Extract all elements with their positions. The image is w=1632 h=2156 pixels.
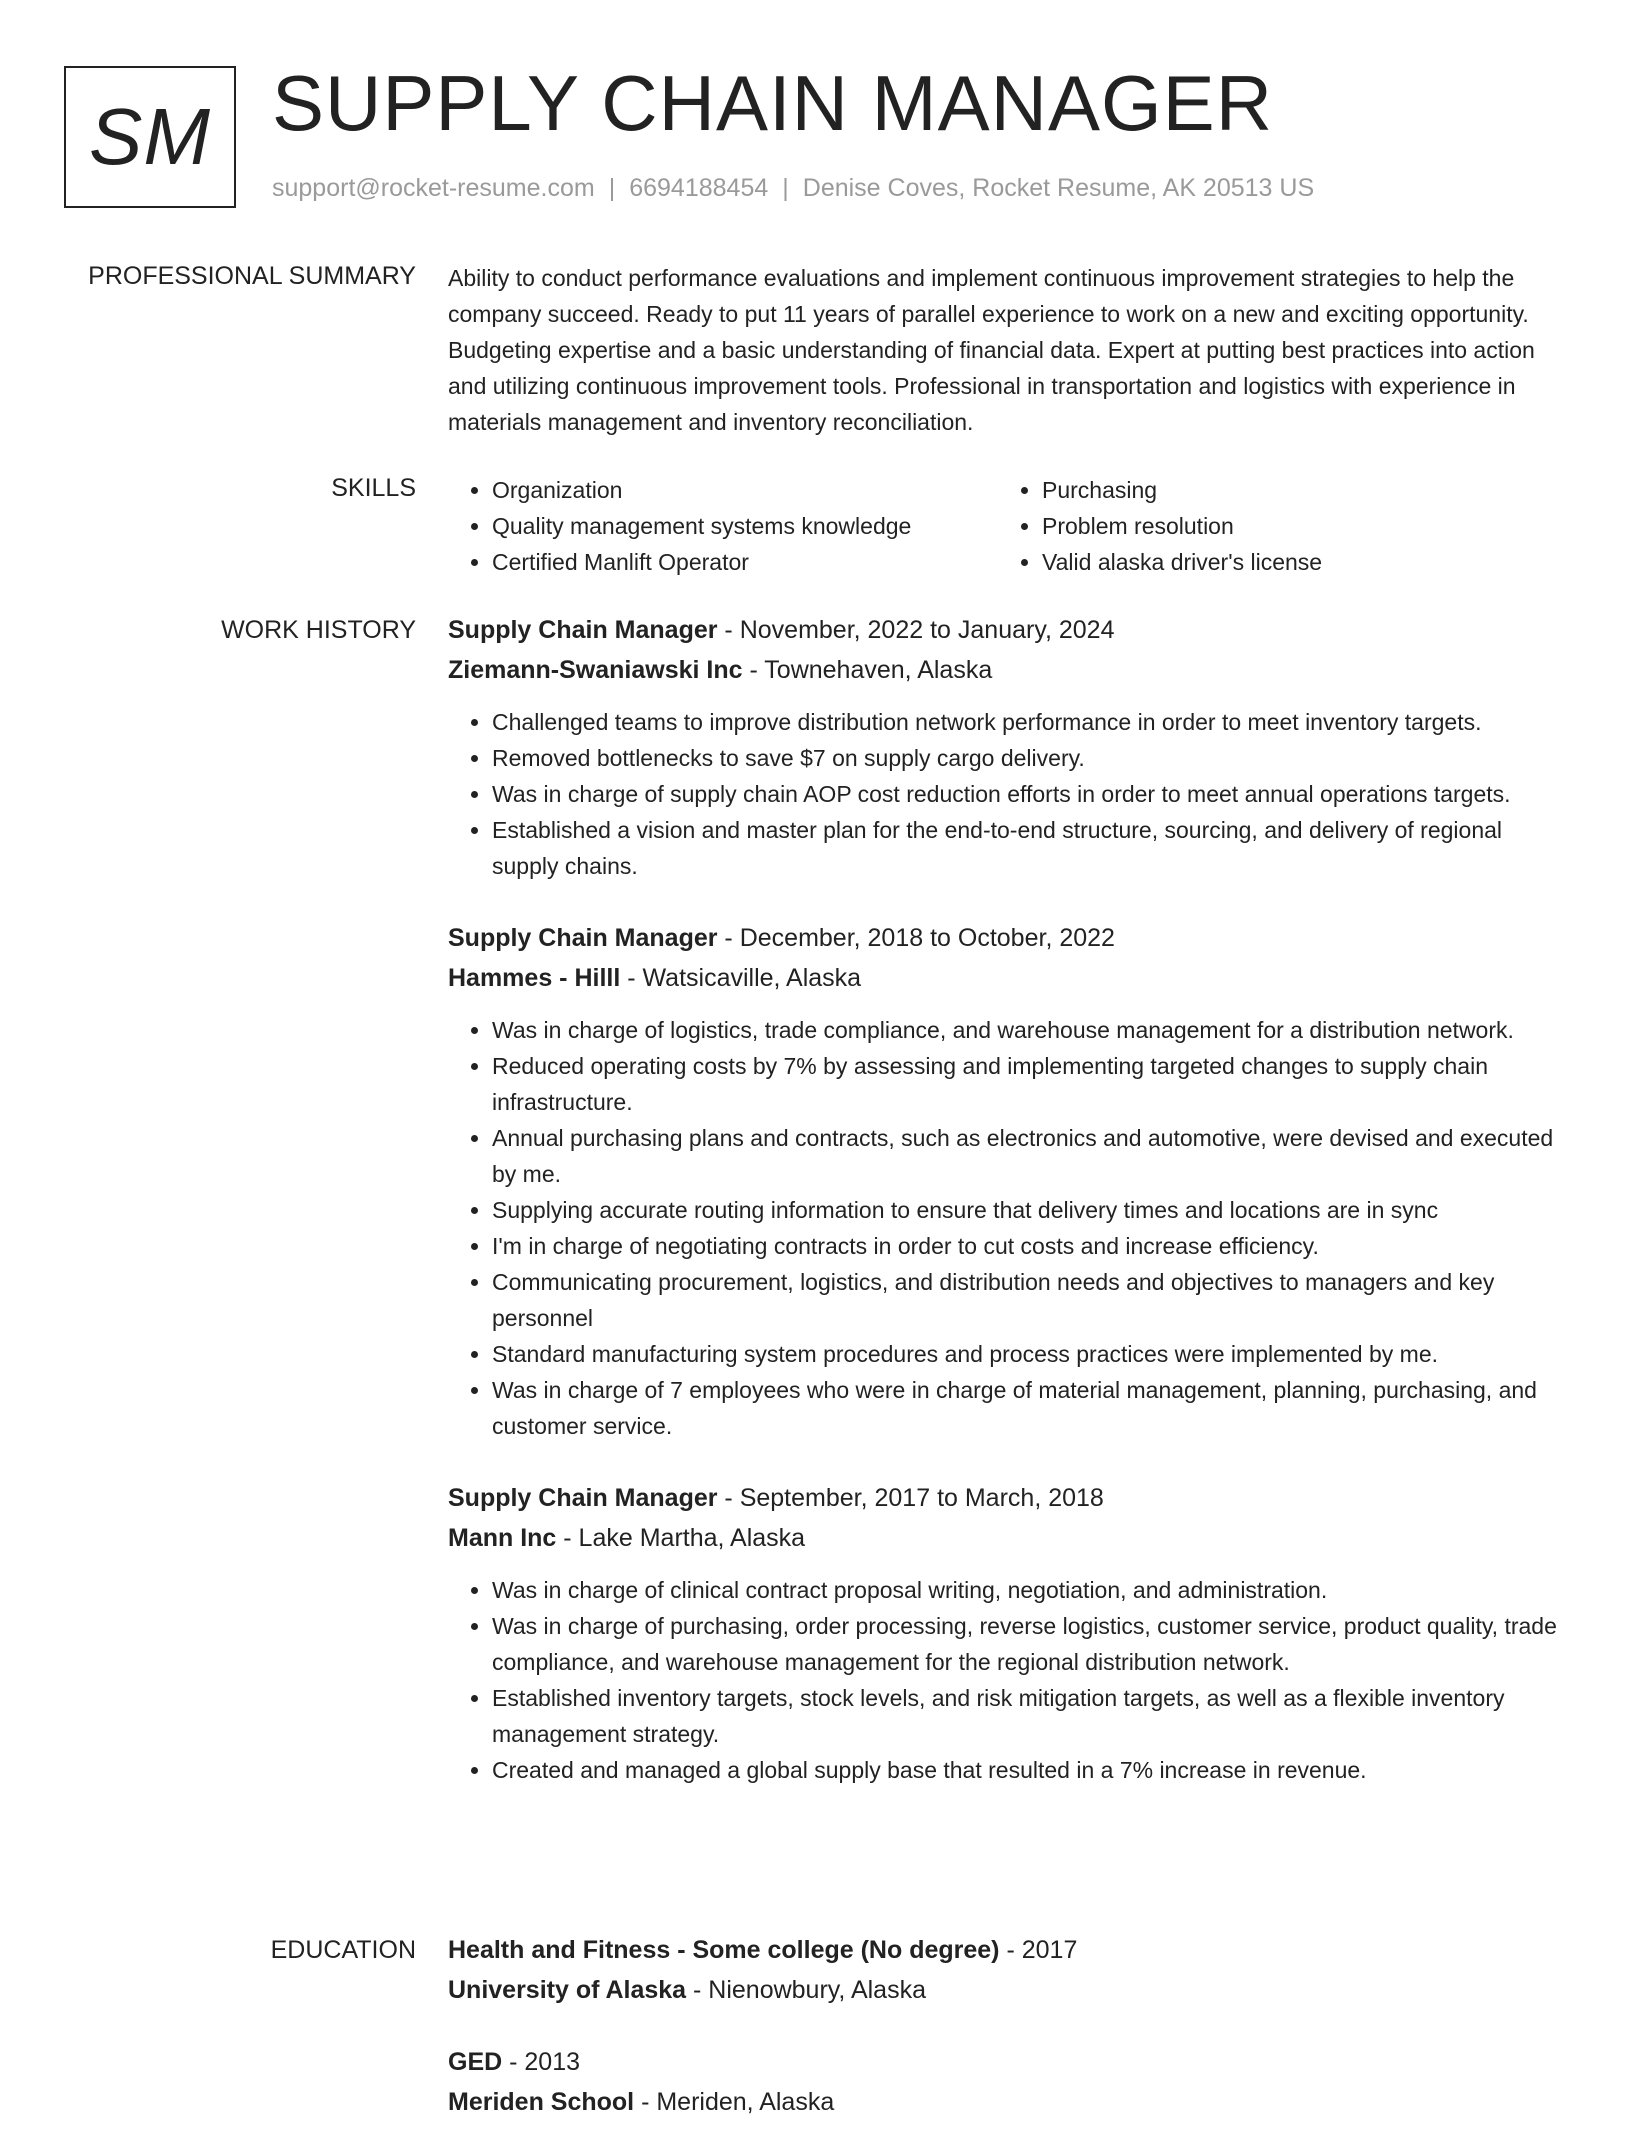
contact-separator: |: [782, 174, 789, 202]
job-company: Hammes - Hilll: [448, 964, 621, 992]
job-location: - Watsicaville, Alaska: [620, 964, 862, 992]
job-bullet: • Removed bottlenecks to save $7 on supply cargo delivery.: [492, 740, 1572, 776]
education-degree: GED: [448, 2048, 503, 2076]
education-section: [448, 1932, 1572, 2156]
job-bullet: • Annual purchasing plans and contracts, such as electronics and automotive, were devised and executed by me.: [492, 1120, 1572, 1192]
education-degree-line: [448, 2044, 1572, 2080]
skill-item: • Organization: [492, 472, 998, 508]
skill-item: • Valid alaska driver's license: [1042, 544, 1548, 580]
contact-phone: 6694188454: [629, 174, 769, 202]
section-label-work-history: WORK HISTORY: [221, 616, 416, 644]
contact-email: support@rocket-resume.com: [272, 174, 595, 202]
contact-line: [272, 174, 1314, 203]
job-location: - Lake Martha, Alaska: [556, 1524, 806, 1552]
job-dates: - September, 2017 to March, 2018: [717, 1484, 1104, 1512]
education-location: - Nienowbury, Alaska: [686, 1976, 926, 2004]
skills-list-left: [448, 472, 998, 580]
job-bullets: [448, 1012, 1572, 1444]
job-title-line: [448, 1480, 1572, 1516]
job-company-line: [448, 1520, 1572, 1556]
skills-section: [448, 472, 1572, 580]
job-bullets: [448, 704, 1572, 884]
job-bullet: • I'm in charge of negotiating contracts in order to cut costs and increase efficiency.: [492, 1228, 1572, 1264]
job-title: Supply Chain Manager: [448, 924, 718, 952]
skill-item: • Quality management systems knowledge: [492, 508, 998, 544]
job-title: Supply Chain Manager: [448, 1484, 718, 1512]
job-location: - Townehaven, Alaska: [742, 656, 993, 684]
job-bullet: • Reduced operating costs by 7% by assessing and implementing targeted changes to supply chain infrastructure.: [492, 1048, 1572, 1120]
job-bullet: • Was in charge of supply chain AOP cost reduction efforts in order to meet annual operations targets.: [492, 776, 1572, 812]
skill-item: • Certified Manlift Operator: [492, 544, 998, 580]
job-entry: [448, 1480, 1572, 1788]
education-degree: Health and Fitness - Some college (No degree): [448, 1936, 1000, 1964]
job-bullet: • Created and managed a global supply base that resulted in a 7% increase in revenue.: [492, 1752, 1572, 1788]
summary-text: Ability to conduct performance evaluations and implement continuous improvement strategies to help the company succeed. Ready to put 11 years of parallel experience to work on a new and exciting opportunity. Budgeting expertise and a basic understanding of financial data. Expert at putting best practices into action and utilizing continuous improvement tools. Professional in transportation and logistics with experience in materials management and inventory reconciliation.: [448, 265, 1535, 435]
job-bullet: • Was in charge of 7 employees who were in charge of material management, planning, purchasing, and customer service.: [492, 1372, 1572, 1444]
contact-address: Denise Coves, Rocket Resume, AK 20513 US: [802, 174, 1315, 202]
education-school: University of Alaska: [448, 1976, 687, 2004]
job-bullet: • Was in charge of logistics, trade compliance, and warehouse management for a distribution network.: [492, 1012, 1572, 1048]
job-company-line: [448, 652, 1572, 688]
skill-item: • Problem resolution: [1042, 508, 1548, 544]
job-bullet: • Standard manufacturing system procedures and process practices were implemented by me.: [492, 1336, 1572, 1372]
job-company-line: [448, 960, 1572, 996]
job-bullet: • Supplying accurate routing information to ensure that delivery times and locations are in sync: [492, 1192, 1572, 1228]
skills-grid: [448, 472, 1572, 580]
job-bullets: [448, 1572, 1572, 1788]
job-dates: - November, 2022 to January, 2024: [717, 616, 1115, 644]
education-degree-line: [448, 1932, 1572, 1968]
education-school-line: [448, 2084, 1572, 2120]
job-bullet: • Was in charge of clinical contract proposal writing, negotiation, and administration.: [492, 1572, 1572, 1608]
section-label-summary: PROFESSIONAL SUMMARY: [88, 262, 416, 290]
job-entry: [448, 612, 1572, 884]
education-entry: [448, 2044, 1572, 2120]
monogram: SM: [64, 66, 236, 208]
contact-separator: |: [608, 174, 616, 202]
job-bullet: • Communicating procurement, logistics, and distribution needs and objectives to managers and key personnel: [492, 1264, 1572, 1336]
education-year: - 2013: [502, 2048, 581, 2076]
page-title: SUPPLY CHAIN MANAGER: [272, 59, 1274, 147]
job-title-line: [448, 920, 1572, 956]
education-school: Meriden School: [448, 2088, 635, 2116]
job-title-line: [448, 612, 1572, 648]
education-school-line: [448, 1972, 1572, 2008]
job-bullet: • Established a vision and master plan for the end-to-end structure, sourcing, and delivery of regional supply chains.: [492, 812, 1572, 884]
job-entry: [448, 920, 1572, 1444]
job-bullet: • Challenged teams to improve distribution network performance in order to meet inventory targets.: [492, 704, 1572, 740]
job-company: Ziemann-Swaniawski Inc: [448, 656, 743, 684]
education-year: - 2017: [999, 1936, 1078, 1964]
job-company: Mann Inc: [448, 1524, 557, 1552]
job-bullet: • Established inventory targets, stock levels, and risk mitigation targets, as well as a flexible inventory management strategy.: [492, 1680, 1572, 1752]
skill-item: • Purchasing: [1042, 472, 1548, 508]
job-title: Supply Chain Manager: [448, 616, 718, 644]
section-label-skills: SKILLS: [331, 474, 416, 502]
education-location: - Meriden, Alaska: [634, 2088, 835, 2116]
job-dates: - December, 2018 to October, 2022: [717, 924, 1115, 952]
job-bullet: • Was in charge of purchasing, order processing, reverse logistics, customer service, product quality, trade compliance, and warehouse management for the regional distribution network.: [492, 1608, 1572, 1680]
work-history-section: [448, 612, 1572, 1824]
section-label-education: EDUCATION: [270, 1936, 416, 1964]
education-entry: [448, 1932, 1572, 2008]
skills-list-right: [998, 472, 1548, 580]
